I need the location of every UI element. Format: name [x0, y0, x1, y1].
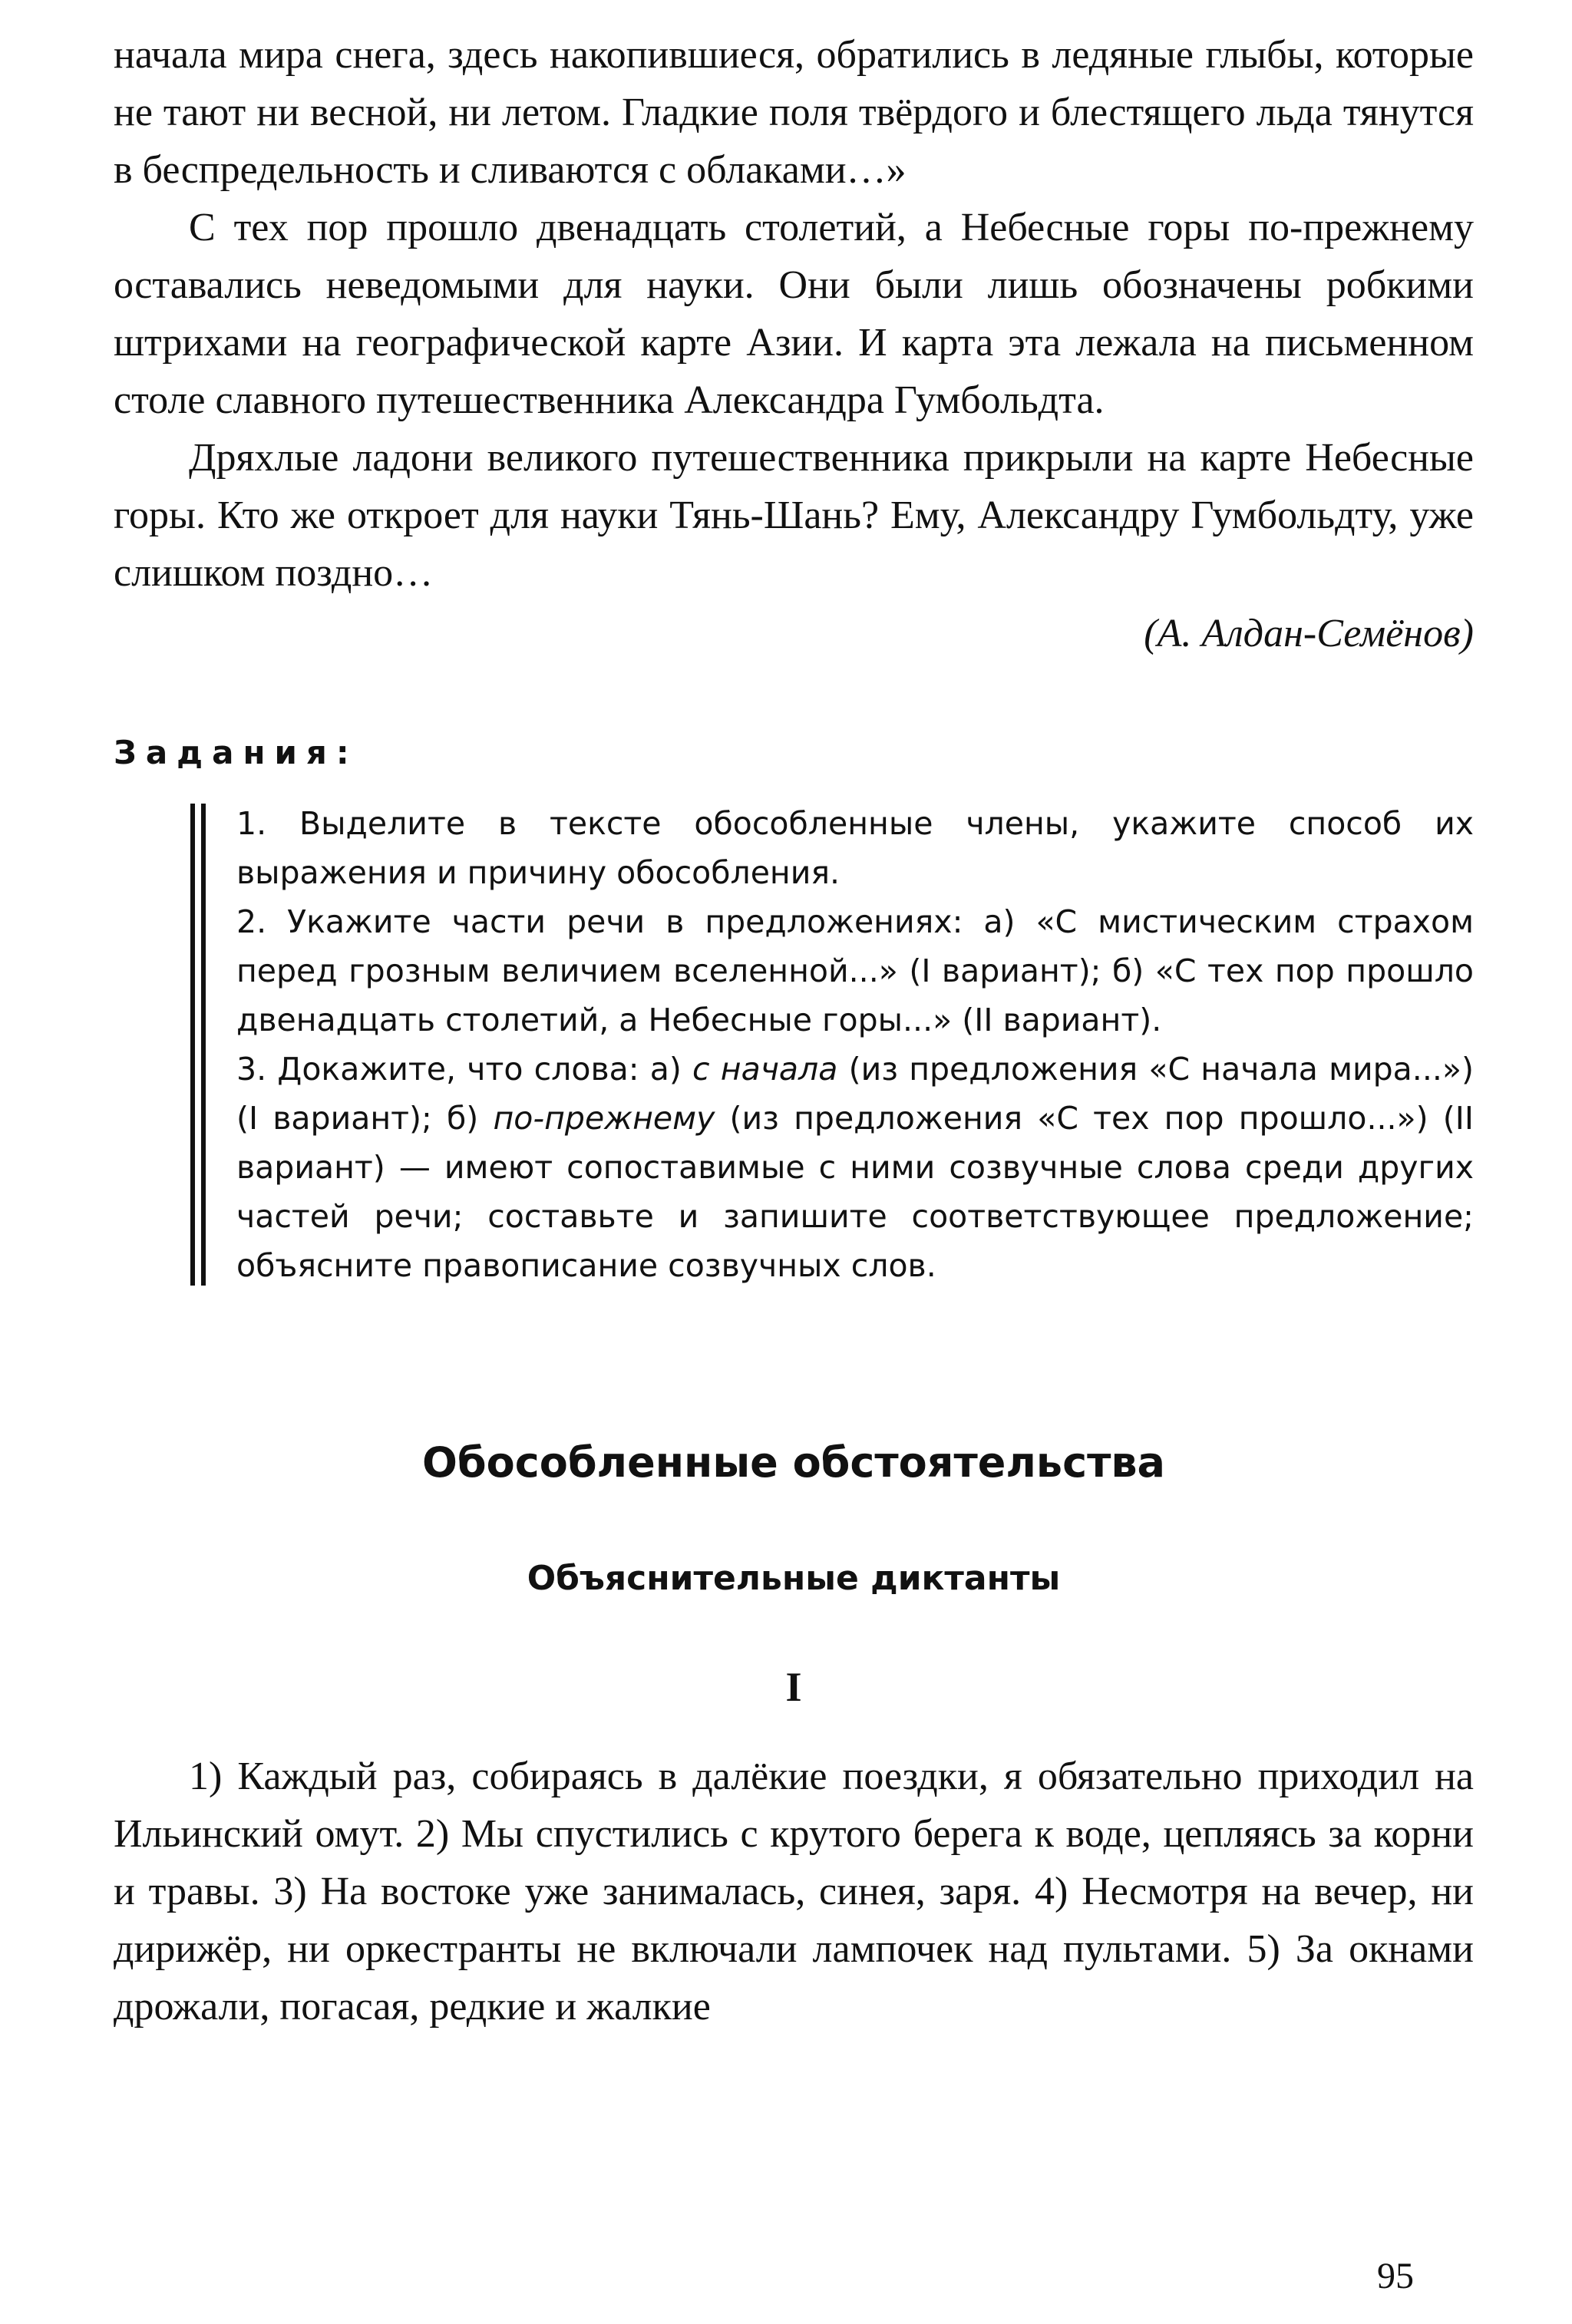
tasks-box: [190, 799, 1474, 1290]
task-3-part-1: 3. Докажите, что слова: а): [236, 1051, 693, 1088]
task-3-part-2: (из предложения «С начала мира...») (I вариант); б): [236, 1051, 1474, 1137]
double-rule-line-outer: [190, 804, 195, 1286]
paragraph-2: С тех пор прошло двенадцать столетий, а Небесные горы по-прежнему оставались неведомыми для науки. Они были лишь обозначены робкими штрихами на географической карте Азии. И карта эта лежала на письменном столе славного путешественника Александра Гумбольдта.: [114, 206, 1474, 422]
tasks-heading: Задания:: [114, 734, 358, 771]
body-text: [114, 26, 1474, 602]
double-rule-line-inner: [201, 804, 206, 1286]
task-3-part-3: (из предложения «С тех пор прошло...») (II вариант) — имеют сопоставимые с ними созвучные слова среди других частей речи; составьте и запишите соответствующее предложение; объясните правописание созвучных слов.: [236, 1100, 1474, 1284]
paragraph-1: начала мира снега, здесь накопившиеся, обратились в ледяные глыбы, которые не тают ни весной, ни летом. Гладкие поля твёрдого и блестящего льда тянутся в беспредельность и сливаются с облаками…»: [114, 33, 1474, 192]
page-number: 95: [1377, 2256, 1414, 2296]
task-item-1: 1. Выделите в тексте обособленные члены, укажите способ их выражения и причину обособления.: [236, 805, 1474, 891]
task-item-2: 2. Укажите части речи в предложениях: а) «С мистическим страхом перед грозным величием вселенной...» (I вариант); б) «С тех пор прошло двенадцать столетий, а Небесные горы...» (II вариант).: [236, 903, 1474, 1038]
subsection-title: Объяснительные диктанты: [527, 1559, 1061, 1598]
section-title: Обособленные обстоятельства: [422, 1438, 1165, 1487]
book-page: [114, 26, 1474, 2298]
dictation-block: [114, 1748, 1474, 2035]
task-3-italic-term-b: по-прежнему: [493, 1100, 715, 1137]
source-attribution: (А. Алдан-Семёнов): [1144, 612, 1474, 655]
dictation-number: I: [785, 1664, 802, 1710]
paragraph-3: Дряхлые ладони великого путешественника прикрыли на карте Небесные горы. Кто же откроет для науки Тянь-Шань? Ему, Александру Гумбольдту, уже слишком поздно…: [114, 436, 1474, 595]
task-item-3: [236, 1045, 1474, 1290]
task-3-italic-term-a: с начала: [692, 1051, 838, 1088]
dictation-text: 1) Каждый раз, собираясь в далёкие поездки, я обязательно приходил на Ильинский омут. 2) Мы спустились с крутого берега к воде, цепляясь за корни и травы. 3) На востоке уже занималась, синея, заря. 4) Несмотря на вечер, ни дирижёр, ни оркестранты не включали лампочек над пультами. 5) За окнами дрожали, погасая, редкие и жалкие: [114, 1755, 1474, 2029]
